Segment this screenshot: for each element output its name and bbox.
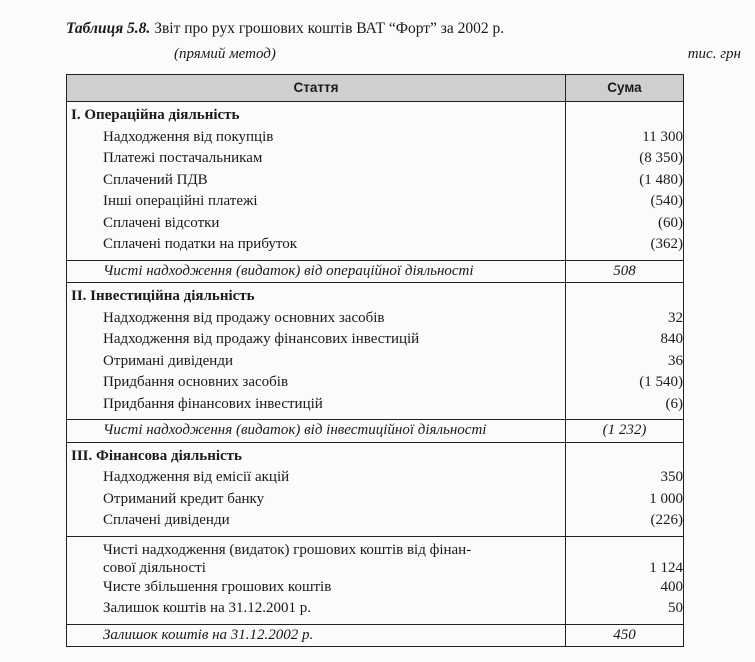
table-row [67, 127, 684, 149]
total-label-line2: сової діяльності [103, 559, 206, 576]
table-row [67, 234, 684, 256]
row-value: 36 [668, 352, 683, 369]
row-value: (8 350) [639, 150, 683, 166]
opening-balance-row [67, 598, 684, 620]
row-value: 11 300 [642, 128, 683, 145]
total-value: (1 232) [566, 420, 684, 443]
section-title: ІІ. Інвестиційна діяльність [67, 283, 566, 308]
row-value: (226) [650, 512, 683, 528]
row-label: Платежі постачальникам [67, 148, 566, 170]
row-label: Придбання основних засобів [67, 372, 566, 394]
row-label: Сплачені відсотки [67, 213, 566, 235]
row-value: (1 540) [639, 374, 683, 390]
total-value: 508 [566, 260, 684, 283]
table-row [67, 510, 684, 532]
header-item: Стаття [67, 75, 566, 102]
row-value: 32 [668, 309, 683, 326]
net-increase-row [67, 577, 684, 599]
row-label: Отримані дивіденди [67, 351, 566, 373]
row-value: (362) [650, 236, 683, 252]
row-label: Інші операційні платежі [67, 191, 566, 213]
row-label: Придбання фінансових інвестицій [67, 394, 566, 416]
row-label: Залишок коштів на 31.12.2002 р. [67, 624, 566, 647]
cash-flow-table [66, 74, 684, 647]
table-caption-title: Звіт про рух грошових коштів ВАТ “Форт” за 2002 р. [154, 20, 505, 37]
total-label-line1: Чисті надходження (видаток) грошових коштів від фінан- [103, 541, 472, 558]
row-label: Сплачені податки на прибуток [67, 234, 566, 256]
row-value: 400 [660, 578, 683, 595]
row-value: 450 [566, 624, 684, 647]
total-label [67, 536, 566, 577]
row-label: Надходження від емісії акцій [67, 467, 566, 489]
financing-total-row [67, 536, 684, 577]
row-value: (540) [650, 193, 683, 209]
row-label: Сплачені дивіденди [67, 510, 566, 532]
total-value: 1 124 [566, 536, 684, 577]
table-caption-label: Таблиця 5.8. [66, 20, 151, 37]
row-label: Чисте збільшення грошових коштів [67, 577, 566, 599]
unit-note: тис. грн [687, 46, 741, 62]
row-label: Отриманий кредит банку [67, 489, 566, 511]
row-label: Надходження від продажу основних засобів [67, 308, 566, 330]
section-operating-header [67, 102, 684, 127]
row-value: (6) [665, 395, 683, 412]
method-note: (прямий метод) [174, 46, 276, 62]
table-row [67, 191, 684, 213]
row-value: (60) [658, 214, 683, 231]
row-value: (1 480) [639, 171, 683, 188]
row-label: Сплачений ПДВ [67, 170, 566, 192]
section-title: І. Операційна діяльність [67, 102, 566, 127]
section-title: ІІІ. Фінансова діяльність [67, 442, 566, 467]
row-value: 840 [660, 331, 683, 347]
operating-total-row [67, 260, 684, 283]
row-value: 50 [668, 600, 683, 616]
header-amount: Сума [566, 75, 684, 102]
table-caption [66, 20, 504, 38]
section-investing-header [67, 283, 684, 308]
row-value: 1 000 [649, 490, 683, 507]
table-row [67, 467, 684, 489]
table-row [67, 372, 684, 394]
row-value: 350 [660, 469, 683, 485]
row-label: Залишок коштів на 31.12.2001 р. [67, 598, 566, 620]
table-header-row [67, 75, 684, 102]
total-label: Чисті надходження (видаток) від операційної діяльності [67, 260, 566, 283]
table-row [67, 148, 684, 170]
table-row [67, 308, 684, 330]
row-label: Надходження від покупців [67, 127, 566, 149]
row-label: Надходження від продажу фінансових інвестицій [67, 329, 566, 351]
section-financing-header [67, 442, 684, 467]
table-row [67, 351, 684, 373]
table-row [67, 213, 684, 235]
closing-balance-row [67, 624, 684, 647]
table-row [67, 170, 684, 192]
table-row [67, 394, 684, 416]
total-label: Чисті надходження (видаток) від інвестиційної діяльності [67, 420, 566, 443]
investing-total-row [67, 420, 684, 443]
table-row [67, 489, 684, 511]
table-row [67, 329, 684, 351]
